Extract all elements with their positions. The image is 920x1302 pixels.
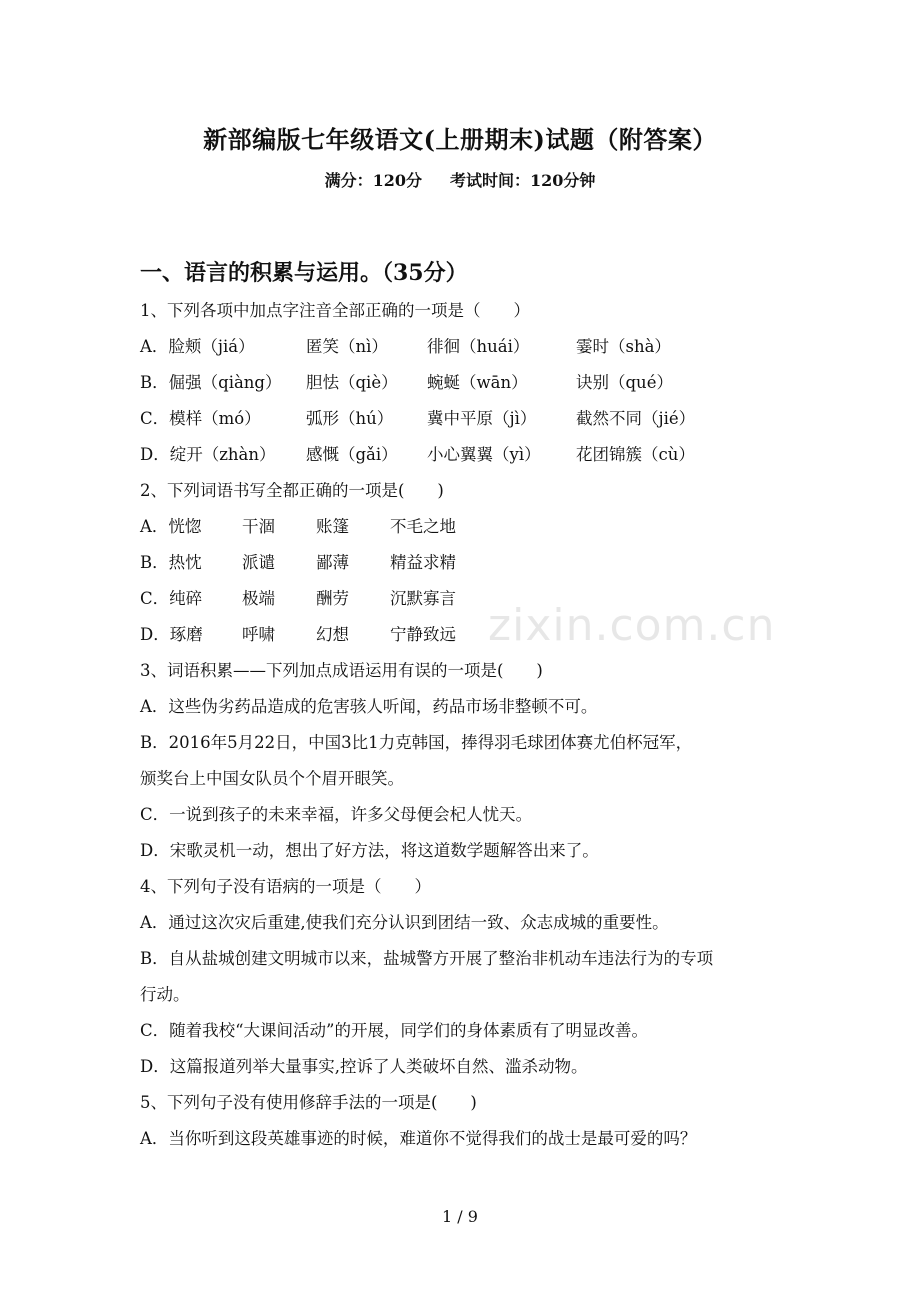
question-3-option-b-cont: 颁奖台上中国女队员个个眉开眼笑。 <box>140 769 404 788</box>
option-cell: 呼啸 <box>242 625 275 644</box>
question-2-option-d <box>140 625 540 645</box>
question-2-option-b <box>140 553 540 573</box>
option-cell: 徘徊（huái） <box>427 337 530 356</box>
page-number: 1 / 9 <box>442 1207 478 1226</box>
option-cell: D．琢磨 <box>140 625 203 644</box>
question-1-option-b <box>140 373 780 393</box>
question-3-option-a: A．这些伪劣药品造成的危害骇人听闻，药品市场非整顿不可。 <box>140 697 598 716</box>
question-1-stem: 1、下列各项中加点字注音全部正确的一项是（ ） <box>140 301 530 320</box>
option-cell: 酬劳 <box>316 589 349 608</box>
option-cell: C．模样（mó） <box>140 409 261 428</box>
option-cell: B．热忱 <box>140 553 202 572</box>
question-4-option-b-cont: 行动。 <box>140 985 190 1004</box>
option-cell: 不毛之地 <box>390 517 456 536</box>
question-5-option-a: A．当你听到这段英雄事迹的时候，难道你不觉得我们的战士是最可爱的吗？ <box>140 1129 697 1148</box>
question-4-option-c: C．随着我校“大课间活动”的开展，同学们的身体素质有了明显改善。 <box>140 1021 648 1040</box>
question-4-option-b: B．自从盐城创建文明城市以来，盐城警方开展了整治非机动车违法行为的专项 <box>140 949 714 968</box>
section-heading: 一、语言的积累与运用。（35分） <box>140 260 468 286</box>
question-1-option-d <box>140 445 780 465</box>
option-cell: 截然不同（jié） <box>576 409 696 428</box>
question-4-stem: 4、下列句子没有语病的一项是（ ） <box>140 877 431 896</box>
option-cell: 花团锦簇（cù） <box>576 445 695 464</box>
option-cell: 蜿蜒（wān） <box>427 373 528 392</box>
question-4-option-d: D．这篇报道列举大量事实,控诉了人类破坏自然、滥杀动物。 <box>140 1057 588 1076</box>
option-cell: A．脸颊（jiá） <box>140 337 255 356</box>
option-cell: 极端 <box>242 589 275 608</box>
option-cell: A．恍惚 <box>140 517 202 536</box>
option-cell: C．纯碎 <box>140 589 203 608</box>
option-cell: 宁静致远 <box>390 625 456 644</box>
option-cell: 感慨（gǎi） <box>306 445 398 464</box>
question-2-option-c <box>140 589 540 609</box>
question-2-stem: 2、下列词语书写全都正确的一项是( ) <box>140 481 444 500</box>
option-cell: 幻想 <box>316 625 349 644</box>
option-cell: 精益求精 <box>390 553 456 572</box>
option-cell: 匿笑（nì） <box>306 337 388 356</box>
exam-title: 新部编版七年级语文(上册期末)试题（附答案） <box>203 125 717 154</box>
option-cell: 账篷 <box>316 517 349 536</box>
question-1-option-a <box>140 337 780 357</box>
option-cell: 鄙薄 <box>316 553 349 572</box>
question-2-option-a <box>140 517 540 537</box>
option-cell: 派谴 <box>242 553 275 572</box>
option-cell: 冀中平原（jì） <box>427 409 537 428</box>
option-cell: 诀别（qué） <box>576 373 673 392</box>
question-3-option-c: C．一说到孩子的未来幸福，许多父母便会杞人忧天。 <box>140 805 533 824</box>
option-cell: 弧形（hú） <box>306 409 394 428</box>
option-cell: 胆怯（qiè） <box>306 373 398 392</box>
exam-info <box>0 168 920 191</box>
option-cell: D．绽开（zhàn） <box>140 445 276 464</box>
option-cell: 小心翼翼（yì） <box>427 445 541 464</box>
question-3-option-b: B．2016年5月22日，中国3比1力克韩国，捧得羽毛球团体赛尤伯杯冠军， <box>140 733 693 752</box>
option-cell: 沉默寡言 <box>390 589 456 608</box>
question-5-stem: 5、下列句子没有使用修辞手法的一项是( ) <box>140 1093 477 1112</box>
question-3-stem: 3、词语积累——下列加点成语运用有误的一项是( ) <box>140 661 543 680</box>
question-3-option-d: D．宋歌灵机一动，想出了好方法，将这道数学题解答出来了。 <box>140 841 599 860</box>
full-score: 满分：120分 <box>324 171 422 190</box>
option-cell: 霎时（shà） <box>576 337 671 356</box>
option-cell: 干涸 <box>242 517 275 536</box>
watermark: zixin.com.cn <box>488 600 776 651</box>
option-cell: B．倔强（qiàng） <box>140 373 282 392</box>
exam-time: 考试时间：120分钟 <box>450 171 596 190</box>
question-4-option-a: A．通过这次灾后重建,使我们充分认识到团结一致、众志成城的重要性。 <box>140 913 669 932</box>
question-1-option-c <box>140 409 780 429</box>
